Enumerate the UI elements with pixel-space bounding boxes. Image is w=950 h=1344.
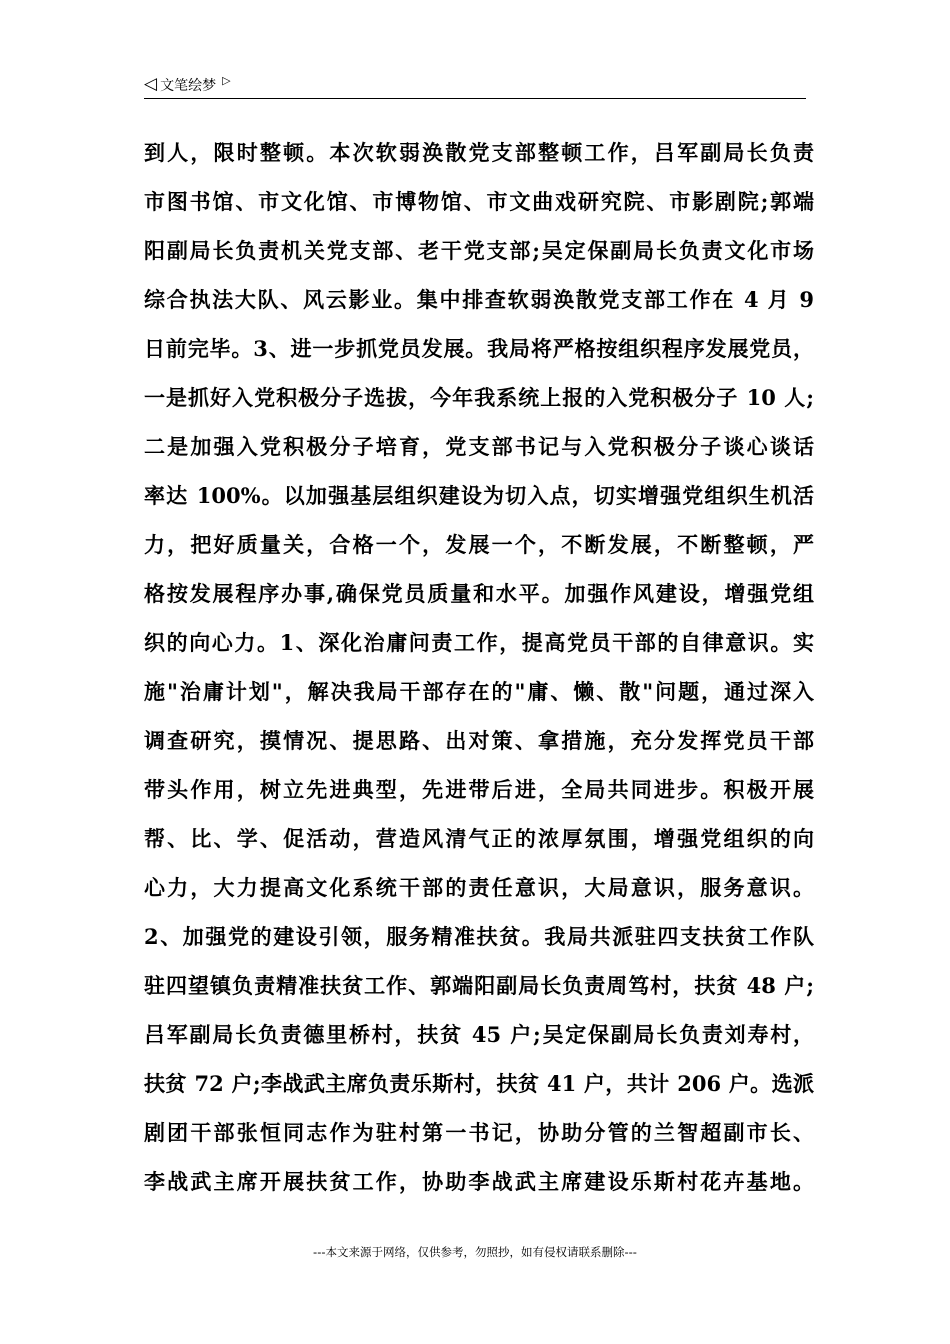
text-line: 带头作用，树立先进典型，先进带后进，全局共同进步。积极开展 <box>144 777 814 802</box>
text-line: 调查研究，摸情况、提思路、出对策、拿措施，充分发挥党员干部 <box>144 728 814 753</box>
text-line: 李战武主席开展扶贫工作，协助李战武主席建设乐斯村花卉基地。 <box>144 1169 814 1194</box>
text-line: 一是抓好入党积极分子选拔，今年我系统上报的入党积极分子 10 人; <box>144 385 814 410</box>
text-line: 织的向心力。1、深化治庸问责工作，提高党员干部的自律意识。实 <box>144 630 814 655</box>
text-line: 剧团干部张恒同志作为驻村第一书记，协助分管的兰智超副市长、 <box>144 1120 814 1145</box>
triangle-left-icon: ◁ <box>144 73 158 94</box>
text-line: 综合执法大队、风云影业。集中排查软弱涣散党支部工作在 4 月 9 <box>144 287 814 312</box>
text-line: 率达 100%。以加强基层组织建设为切入点，切实增强党组织生机活 <box>144 483 814 508</box>
text-line: 扶贫 72 户;李战武主席负责乐斯村，扶贫 41 户，共计 206 户。选派 <box>144 1071 814 1096</box>
text-line: 吕军副局长负责德里桥村，扶贫 45 户;吴定保副局长负责刘寿村， <box>144 1022 814 1047</box>
text-line: 到人，限时整顿。本次软弱涣散党支部整顿工作，吕军副局长负责 <box>144 140 814 165</box>
text-line: 帮、比、学、促活动，营造风清气正的浓厚氛围，增强党组织的向 <box>144 826 814 851</box>
page-header <box>144 72 806 99</box>
text-line: 心力，大力提高文化系统干部的责任意识，大局意识，服务意识。 <box>144 875 814 900</box>
text-line: 日前完毕。3、进一步抓党员发展。我局将严格按组织程序发展党员， <box>144 336 814 361</box>
text-line: 市图书馆、市文化馆、市博物馆、市文曲戏研究院、市影剧院;郭端 <box>144 189 814 214</box>
triangle-right-icon: ▷ <box>222 73 231 87</box>
text-line: 2、加强党的建设引领，服务精准扶贫。我局共派驻四支扶贫工作队 <box>144 924 814 949</box>
text-line: 二是加强入党积极分子培育，党支部书记与入党积极分子谈心谈话 <box>144 434 814 459</box>
text-line: 格按发展程序办事,确保党员质量和水平。加强作风建设，增强党组 <box>144 581 814 606</box>
header-title: 文笔绘梦 <box>160 78 217 94</box>
document-body <box>144 128 814 1206</box>
text-line: 驻四望镇负责精准扶贫工作、郭端阳副局长负责周笃村，扶贫 48 户; <box>144 973 814 998</box>
text-line: 施"治庸计划"，解决我局干部存在的"庸、懒、散"问题，通过深入 <box>144 679 814 704</box>
text-line: 阳副局长负责机关党支部、老干党支部;吴定保副局长负责文化市场 <box>144 238 814 263</box>
text-line: 力，把好质量关，合格一个，发展一个，不断发展，不断整顿，严 <box>144 532 814 557</box>
page-footer: ---本文来源于网络，仅供参考，勿照抄，如有侵权请联系删除--- <box>313 1245 637 1259</box>
